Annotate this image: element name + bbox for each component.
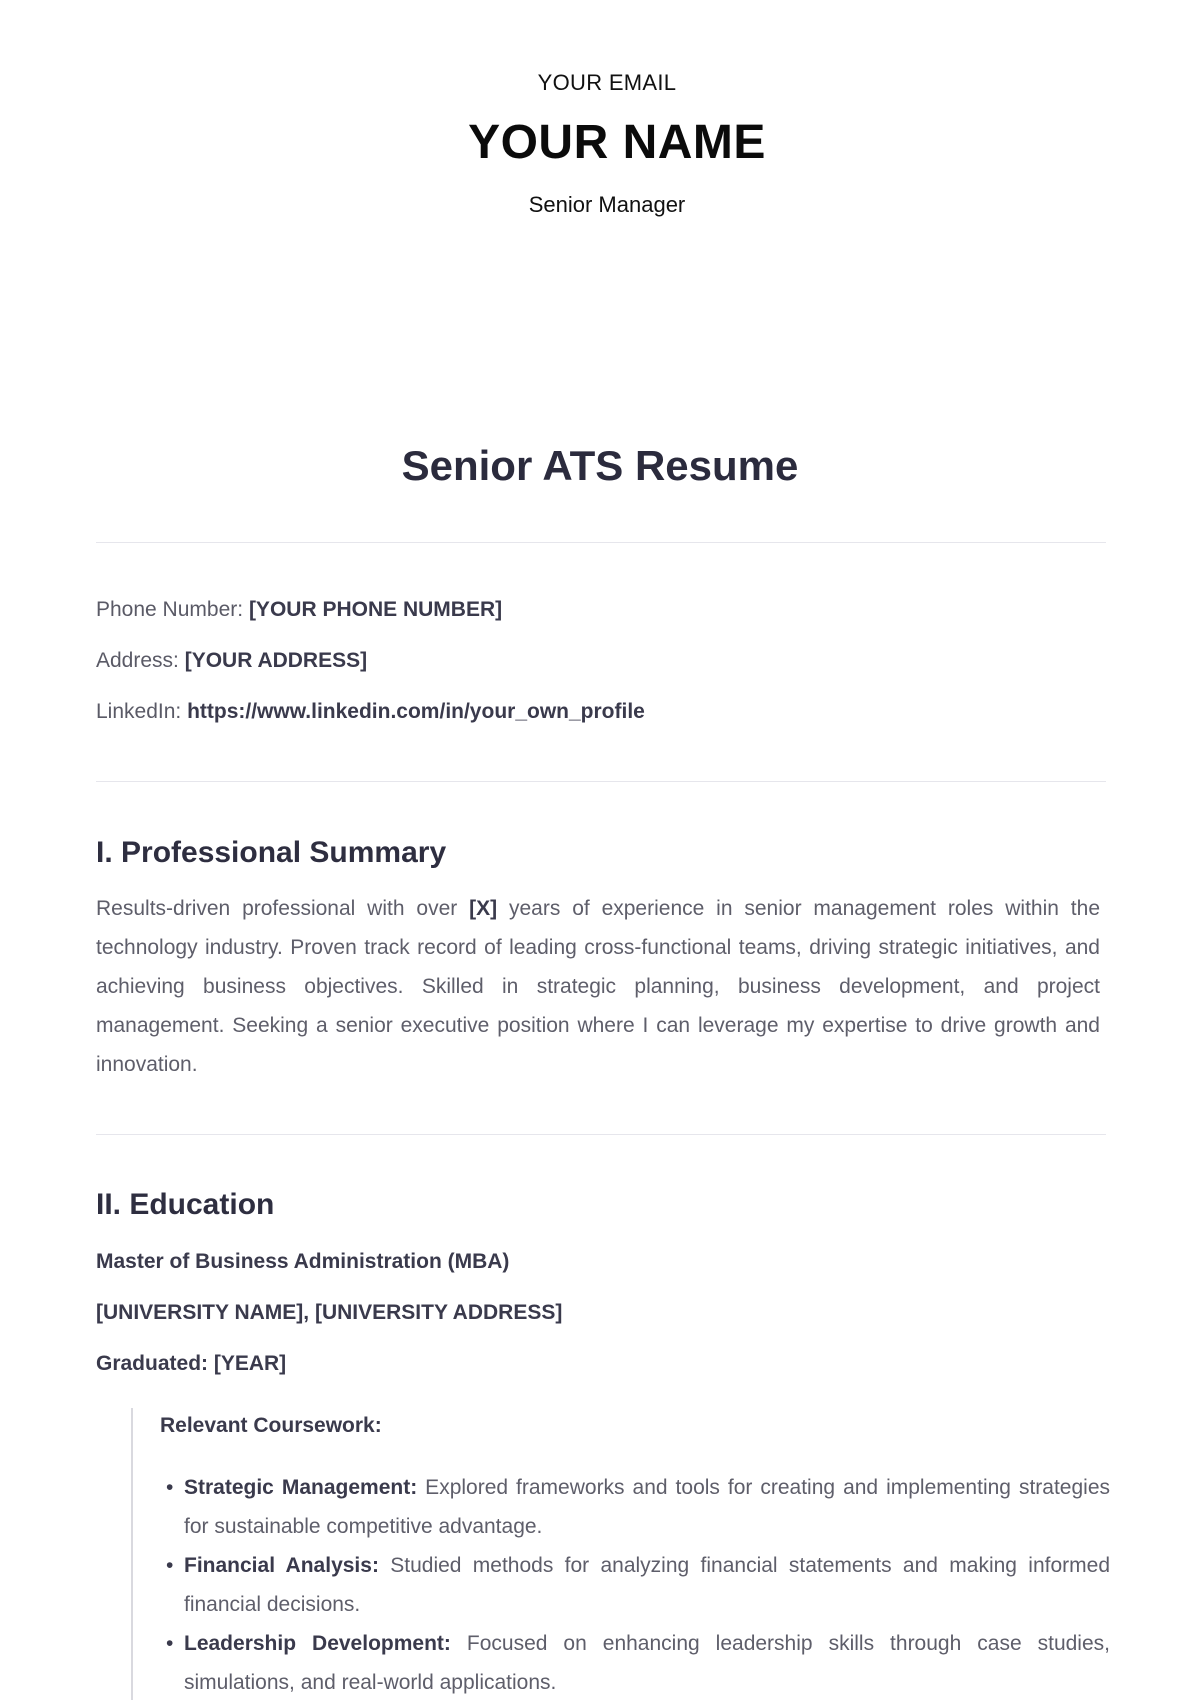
course-name: Leadership Development:: [184, 1632, 451, 1655]
phone-value: [YOUR PHONE NUMBER]: [248, 598, 503, 621]
coursework-block: [131, 1408, 1110, 1700]
summary-text-start: Results-driven professional with over: [96, 897, 470, 920]
course-desc: Studied methods for analyzing financial statements and making informed financial decisions.: [184, 1554, 1110, 1616]
coursework-list: [160, 1468, 1110, 1702]
contact-info: [96, 598, 1100, 728]
course-name: Financial Analysis:: [184, 1554, 379, 1577]
course-desc: Explored frameworks and tools for creating and implementing strategies for sustainable competitive advantage.: [184, 1476, 1110, 1538]
linkedin-line: [96, 700, 1100, 728]
list-item: [160, 1546, 1110, 1624]
summary-text-end: years of experience in senior management roles within the technology industry. Proven track record of leading cross-functional teams, driving strategic initiatives, and achieving business objectives. Skilled in strategic planning, business development, and project management. Seeking a senior executive position where I can leverage my expertise to drive growth and innovation.: [96, 897, 1101, 1076]
divider: [96, 781, 1106, 782]
header-name: YOUR NAME: [468, 116, 766, 169]
linkedin-label: LinkedIn:: [96, 700, 182, 723]
list-item: [160, 1624, 1110, 1702]
graduated: Graduated: [YEAR]: [96, 1352, 287, 1375]
years-placeholder: [X]: [469, 897, 498, 920]
phone-label: Phone Number:: [96, 598, 244, 621]
course-desc: Focused on enhancing leadership skills through case studies, simulations, and real-world applications.: [184, 1632, 1110, 1694]
phone-line: [96, 598, 1100, 626]
university: [UNIVERSITY NAME], [UNIVERSITY ADDRESS]: [96, 1301, 563, 1324]
list-item: [160, 1468, 1110, 1546]
address-label: Address:: [96, 649, 179, 672]
address-line: [96, 649, 1100, 677]
header-role: Senior Manager: [528, 192, 686, 217]
address-value: [YOUR ADDRESS]: [184, 649, 368, 672]
course-name: Strategic Management:: [184, 1476, 418, 1499]
summary-heading: I. Professional Summary: [96, 836, 447, 869]
divider: [96, 542, 1106, 543]
linkedin-link[interactable]: https://www.linkedin.com/in/your_own_profile: [187, 700, 645, 723]
header-email: YOUR EMAIL: [537, 70, 677, 95]
coursework-title: Relevant Coursework:: [160, 1414, 382, 1437]
divider: [96, 1134, 1106, 1135]
degree: Master of Business Administration (MBA): [96, 1250, 510, 1273]
education-heading: II. Education: [96, 1188, 275, 1221]
summary-text: [96, 889, 1100, 1084]
document-title: Senior ATS Resume: [401, 442, 799, 489]
